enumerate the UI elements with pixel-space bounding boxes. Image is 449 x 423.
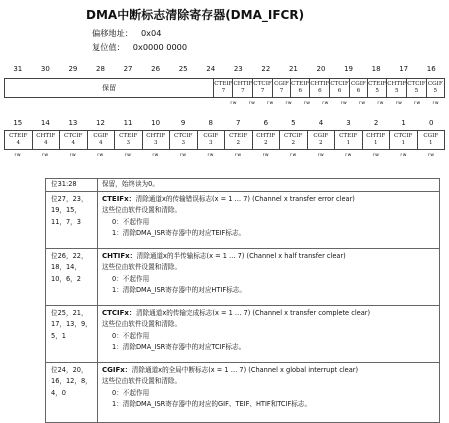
- field-cell: CTEIF 2: [224, 131, 252, 149]
- offset-value: 0x04: [140, 28, 162, 38]
- field-cell: CTCIF 3: [169, 131, 197, 149]
- bit-range: 位24，20，16，12，8，4，0: [46, 363, 98, 423]
- field-name: CGIFx：: [102, 366, 132, 374]
- bit-number: 4: [318, 119, 324, 127]
- description-row-reserved: [46, 179, 440, 192]
- bit-range: 位27，23，19，15，11，7，3: [46, 192, 98, 249]
- access-type: rw: [152, 153, 159, 158]
- description-row-ctcif: [46, 306, 440, 363]
- field-cell: CGIF 7: [272, 79, 290, 97]
- bit-number: 20: [316, 65, 326, 73]
- access-type: rw: [395, 101, 403, 106]
- description-line: 0：不起作用: [112, 331, 150, 340]
- bit-description: [98, 363, 440, 423]
- bit-number: 29: [68, 65, 78, 73]
- access-type: rw: [248, 101, 256, 106]
- bit-number: 14: [40, 119, 50, 127]
- field-cell: CTEIF 6: [290, 79, 309, 97]
- bit-number: 2: [373, 119, 379, 127]
- access-type: rw: [207, 153, 214, 158]
- field-name: CTEIFx：: [102, 195, 136, 203]
- field-cell: CHTIF 3: [142, 131, 170, 149]
- reset-value-line: [92, 42, 187, 53]
- access-type: rw: [124, 153, 132, 158]
- access-type: rw: [69, 153, 77, 158]
- description-line: 0：不起作用: [112, 217, 150, 226]
- description-line: 这些位由软件设置和清除。: [102, 263, 182, 272]
- access-type: rw: [179, 153, 187, 158]
- access-type: rw: [267, 101, 274, 106]
- field-cell: CHTIF 6: [309, 79, 329, 97]
- description-line: 这些位由软件设置和清除。: [102, 206, 182, 215]
- lower-access-row: [4, 152, 445, 160]
- field-cell: CTEIF 7: [213, 79, 232, 97]
- field-cell: CTCIF 7: [252, 79, 271, 97]
- bit-number: 27: [123, 65, 133, 73]
- bit-number: 5: [291, 119, 296, 127]
- access-type: rw: [230, 101, 237, 106]
- field-cell: CGIF 1: [417, 131, 445, 149]
- upper-access-row: [4, 100, 445, 108]
- field-cell: CGIF 6: [349, 79, 367, 97]
- bit-number: 3: [346, 119, 351, 127]
- access-type: rw: [42, 153, 49, 158]
- field-cell: CTCIF 4: [59, 131, 87, 149]
- field-cell: CTEIF 3: [114, 131, 142, 149]
- lower-register-row: [4, 130, 445, 150]
- field-summary: 清除通道x的传输错误标志(x = 1 … 7) (Channel x transfer error clear): [135, 195, 355, 203]
- field-cell: CGIF 5: [426, 79, 444, 97]
- description-row-cgif: [46, 363, 440, 423]
- access-type: rw: [14, 153, 22, 158]
- reset-label: 复位值：: [92, 42, 125, 52]
- field-cell: CTEIF 4: [9, 133, 28, 146]
- upper-bit-numbers: [4, 64, 445, 74]
- access-type: rw: [377, 101, 384, 106]
- bit-range: 位26，22，18，14，10，6，2: [46, 249, 98, 306]
- field-cell: CHTIF 5: [386, 79, 406, 97]
- access-type: rw: [317, 153, 325, 158]
- description-row-cteif: [46, 192, 440, 249]
- bit-number: 16: [426, 65, 436, 73]
- field-summary: 清除通道x的传输完成标志(x = 1 … 7) (Channel x transfer complete clear): [135, 309, 371, 317]
- bit-number: 1: [401, 119, 406, 127]
- bit-number: 18: [371, 65, 381, 73]
- access-type: rw: [359, 101, 366, 106]
- bit-number: 9: [180, 119, 186, 127]
- field-cell: CGIF 3: [197, 131, 225, 149]
- bit-number: 31: [13, 65, 23, 73]
- bit-number: 21: [288, 65, 298, 73]
- field-summary: 清除通道x的半传输标志(x = 1 … 7) (Channel x half transfer clear): [136, 252, 346, 260]
- access-type: rw: [340, 101, 348, 106]
- access-type: rw: [235, 153, 242, 158]
- bit-number: 22: [261, 65, 271, 73]
- access-type: rw: [97, 153, 104, 158]
- bit-description: [98, 192, 440, 249]
- access-type: rw: [290, 153, 297, 158]
- access-type: rw: [345, 153, 352, 158]
- bit-description-table: [45, 178, 440, 423]
- access-type: rw: [427, 153, 435, 158]
- bit-number: 30: [40, 65, 50, 73]
- field-cell: CHTIF 1: [362, 131, 390, 149]
- field-cell: CTCIF 6: [329, 79, 348, 97]
- bit-number: 19: [344, 65, 353, 73]
- bit-number: 24: [206, 65, 216, 73]
- reset-value: 0x0000 0000: [132, 42, 188, 52]
- field-summary: 清除通道x的全局中断标志(x = 1 … 7) (Channel x global interrupt clear): [131, 366, 359, 374]
- access-type: rw: [285, 101, 293, 106]
- bit-description: 保留，始终读为0。: [98, 179, 440, 192]
- bit-range: 位25，21，17，13，9，5，1: [46, 306, 98, 363]
- field-name: CTCIFx：: [102, 309, 136, 317]
- description-line: 1：清除DMA_ISR寄存器中的对应HTIF标志。: [112, 286, 246, 295]
- lower-bit-numbers: [4, 118, 445, 128]
- description-line: 1：清除DMA_ISR寄存器中的对应TCIF标志。: [112, 343, 246, 352]
- field-cell: CGIF 4: [87, 131, 115, 149]
- description-line: 1：清除DMA_ISR寄存器中的对应TEIF标志。: [112, 229, 246, 238]
- field-cell: CHTIF 4: [32, 131, 60, 149]
- bit-number: 26: [151, 65, 161, 73]
- bit-description: [98, 306, 440, 363]
- field-cell: CTCIF 5: [406, 79, 425, 97]
- field-cell: CTCIF 1: [389, 131, 417, 149]
- bit-number: 15: [13, 119, 23, 127]
- access-empty: [4, 100, 225, 108]
- bit-number: 25: [178, 65, 188, 73]
- field-cell: CHTIF 2: [252, 131, 280, 149]
- bit-number: 13: [68, 119, 78, 127]
- bit-number: 17: [399, 65, 409, 73]
- access-type: rw: [414, 101, 421, 106]
- offset-address: [92, 28, 161, 39]
- access-type: rw: [322, 101, 329, 106]
- access-type: rw: [400, 153, 407, 158]
- register-title: DMA中断标志清除寄存器(DMA_IFCR): [86, 8, 305, 22]
- bit-description: [98, 249, 440, 306]
- upper-register-row: [4, 78, 445, 98]
- offset-label: 偏移地址：: [92, 28, 133, 38]
- field-cell: CTCIF 2: [279, 131, 307, 149]
- description-line: 1：清除DMA_ISR寄存器中的对应的GIF、TEIF、HTIF和TCIF标志。: [112, 400, 312, 409]
- description-line: 这些位由软件设置和清除。: [102, 377, 182, 386]
- access-type: rw: [372, 153, 380, 158]
- bit-number: 10: [151, 119, 161, 127]
- bit-number: 8: [208, 119, 213, 127]
- description-line: 0：不起作用: [112, 388, 150, 397]
- bit-number: 11: [123, 119, 133, 127]
- bit-number: 12: [96, 119, 105, 127]
- access-type: rw: [262, 153, 270, 158]
- reserved-field: 保留: [102, 83, 117, 92]
- field-name: CHTIFx：: [102, 252, 137, 260]
- bit-number: 23: [233, 65, 243, 73]
- description-row-chtif: [46, 249, 440, 306]
- field-cell: CGIF 2: [307, 131, 335, 149]
- description-line: 这些位由软件设置和清除。: [102, 320, 182, 329]
- access-type: rw: [303, 101, 311, 106]
- bit-number: 7: [236, 119, 241, 127]
- bit-number: 28: [96, 65, 105, 73]
- bit-number: 0: [428, 119, 434, 127]
- field-cell: CHTIF 7: [232, 79, 252, 97]
- bit-range: 位31:28: [46, 179, 98, 192]
- bit-number: 6: [263, 119, 269, 127]
- field-cell: CTEIF 5: [367, 79, 386, 97]
- field-cell: CTEIF 1: [334, 131, 362, 149]
- access-type: rw: [432, 101, 440, 106]
- description-line: 0：不起作用: [112, 274, 150, 283]
